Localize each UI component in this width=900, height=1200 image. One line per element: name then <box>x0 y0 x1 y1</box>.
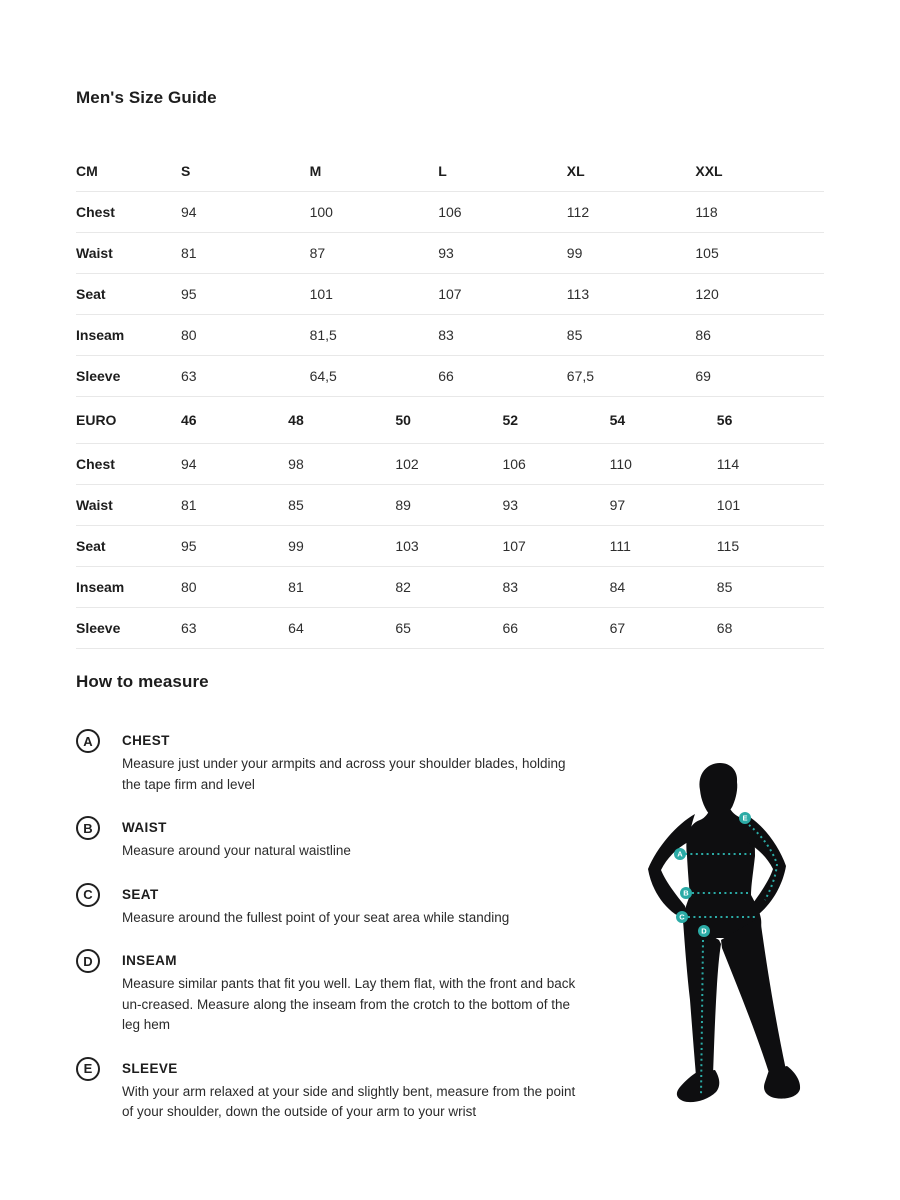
measurement-value: 63 <box>181 608 288 649</box>
measurement-value: 89 <box>395 485 502 526</box>
size-table-row <box>76 526 824 567</box>
measurement-value: 99 <box>288 526 395 567</box>
measurement-value: 65 <box>395 608 502 649</box>
figure-marker-inseam <box>698 925 710 937</box>
measurement-value: 68 <box>717 608 824 649</box>
measurement-label: Inseam <box>76 567 181 608</box>
measurement-value: 97 <box>610 485 717 526</box>
measurement-value: 101 <box>717 485 824 526</box>
measurement-label: Seat <box>76 526 181 567</box>
measurement-value: 84 <box>610 567 717 608</box>
measurement-value: 85 <box>288 485 395 526</box>
measurement-value: 66 <box>502 608 609 649</box>
size-table-euro <box>76 397 824 650</box>
letter-badge: E <box>76 1057 100 1081</box>
size-column-header: 54 <box>610 397 717 444</box>
svg-text:E: E <box>742 813 748 823</box>
measurement-value: 106 <box>502 444 609 485</box>
size-column-header: XXL <box>695 151 824 191</box>
svg-text:C: C <box>679 912 685 922</box>
measurement-value: 98 <box>288 444 395 485</box>
how-to-measure-section <box>76 672 824 1123</box>
measure-item-title: SLEEVE <box>122 1060 178 1076</box>
measurement-value: 66 <box>438 355 567 396</box>
measurement-value: 85 <box>717 567 824 608</box>
measurement-figure <box>645 762 805 1114</box>
measurement-value: 63 <box>181 355 310 396</box>
measurement-value: 81,5 <box>310 314 439 355</box>
measurement-value: 80 <box>181 567 288 608</box>
svg-text:A: A <box>677 849 683 859</box>
svg-text:B: B <box>683 888 689 898</box>
measurement-value: 99 <box>567 232 696 273</box>
measurement-label: Seat <box>76 273 181 314</box>
measurement-value: 115 <box>717 526 824 567</box>
measurement-value: 103 <box>395 526 502 567</box>
size-table-row <box>76 191 824 232</box>
measurement-value: 82 <box>395 567 502 608</box>
size-column-header: L <box>438 151 567 191</box>
svg-text:D: D <box>701 926 707 936</box>
measurement-value: 64,5 <box>310 355 439 396</box>
size-column-header: 52 <box>502 397 609 444</box>
size-column-header: M <box>310 151 439 191</box>
figure-marker-seat <box>676 911 688 923</box>
size-column-header: S <box>181 151 310 191</box>
measurement-value: 95 <box>181 526 288 567</box>
measurement-value: 112 <box>567 191 696 232</box>
measure-item-description: Measure around the fullest point of your seat area while standing <box>122 909 510 925</box>
measurement-value: 94 <box>181 191 310 232</box>
measurement-value: 101 <box>310 273 439 314</box>
measurement-label: Chest <box>76 191 181 232</box>
size-table-cm <box>76 151 824 397</box>
measurement-value: 114 <box>717 444 824 485</box>
unit-header-cell: EURO <box>76 397 181 444</box>
measure-item-description: Measure similar pants that fit you well. Lay them flat, with the front and back un-creased. Measure along the inseam from the crotch to the bottom of the leg hem <box>122 976 576 1032</box>
size-table-row <box>76 232 824 273</box>
page-title: Men's Size Guide <box>76 88 217 107</box>
measurement-value: 118 <box>695 191 824 232</box>
letter-badge: A <box>76 729 100 753</box>
measurement-label: Sleeve <box>76 355 181 396</box>
measurement-value: 113 <box>567 273 696 314</box>
measurement-value: 105 <box>695 232 824 273</box>
measure-item-description: Measure around your natural waistline <box>122 843 351 858</box>
measurement-value: 107 <box>438 273 567 314</box>
measure-item-title: CHEST <box>122 733 170 748</box>
measurement-value: 107 <box>502 526 609 567</box>
size-column-header: 48 <box>288 397 395 444</box>
measurement-value: 86 <box>695 314 824 355</box>
size-table-row <box>76 355 824 396</box>
measurement-value: 93 <box>438 232 567 273</box>
letter-badge: D <box>76 949 100 973</box>
size-column-header: 56 <box>717 397 824 444</box>
measurement-label: Inseam <box>76 314 181 355</box>
measurement-value: 81 <box>181 232 310 273</box>
measurement-value: 95 <box>181 273 310 314</box>
measurement-value: 83 <box>438 314 567 355</box>
measurement-value: 64 <box>288 608 395 649</box>
measurement-value: 67,5 <box>567 355 696 396</box>
measurement-label: Sleeve <box>76 608 181 649</box>
measurement-value: 100 <box>310 191 439 232</box>
measurement-value: 102 <box>395 444 502 485</box>
measure-item-description: Measure just under your armpits and across your shoulder blades, holding the tape firm and level <box>122 756 566 792</box>
size-table-row <box>76 444 824 485</box>
size-table-row <box>76 567 824 608</box>
measurement-value: 81 <box>288 567 395 608</box>
unit-header-cell: CM <box>76 151 181 191</box>
measurement-value: 94 <box>181 444 288 485</box>
man-silhouette-icon <box>648 763 800 1102</box>
how-to-measure-heading: How to measure <box>76 672 209 691</box>
measurement-value: 81 <box>181 485 288 526</box>
measurement-value: 87 <box>310 232 439 273</box>
measurement-value: 106 <box>438 191 567 232</box>
measurement-value: 111 <box>610 526 717 567</box>
size-column-header: 50 <box>395 397 502 444</box>
measurement-value: 120 <box>695 273 824 314</box>
figure-marker-waist <box>680 887 692 899</box>
measure-item-title: SEAT <box>122 886 159 902</box>
measurement-value: 85 <box>567 314 696 355</box>
letter-badge: C <box>76 883 100 907</box>
size-table-header-row <box>76 397 824 444</box>
measure-item-description: With your arm relaxed at your side and slightly bent, measure from the point of your shoulder, down the outside of your arm to your wrist <box>122 1083 576 1119</box>
measurement-value: 67 <box>610 608 717 649</box>
size-table-row <box>76 608 824 649</box>
size-column-header: 46 <box>181 397 288 444</box>
measure-item-title: INSEAM <box>122 953 177 968</box>
measurement-value: 93 <box>502 485 609 526</box>
measurement-value: 110 <box>610 444 717 485</box>
figure-marker-sleeve <box>739 812 751 824</box>
size-table-row <box>76 273 824 314</box>
size-table-row <box>76 314 824 355</box>
measurement-value: 83 <box>502 567 609 608</box>
measurement-label: Waist <box>76 485 181 526</box>
measurement-value: 80 <box>181 314 310 355</box>
size-table-row <box>76 485 824 526</box>
letter-badge: B <box>76 816 100 840</box>
size-column-header: XL <box>567 151 696 191</box>
measurement-value: 69 <box>695 355 824 396</box>
measurement-label: Waist <box>76 232 181 273</box>
figure-marker-chest <box>674 848 686 860</box>
measure-item-title: WAIST <box>122 820 167 835</box>
size-table-header-row <box>76 151 824 191</box>
measurement-label: Chest <box>76 444 181 485</box>
